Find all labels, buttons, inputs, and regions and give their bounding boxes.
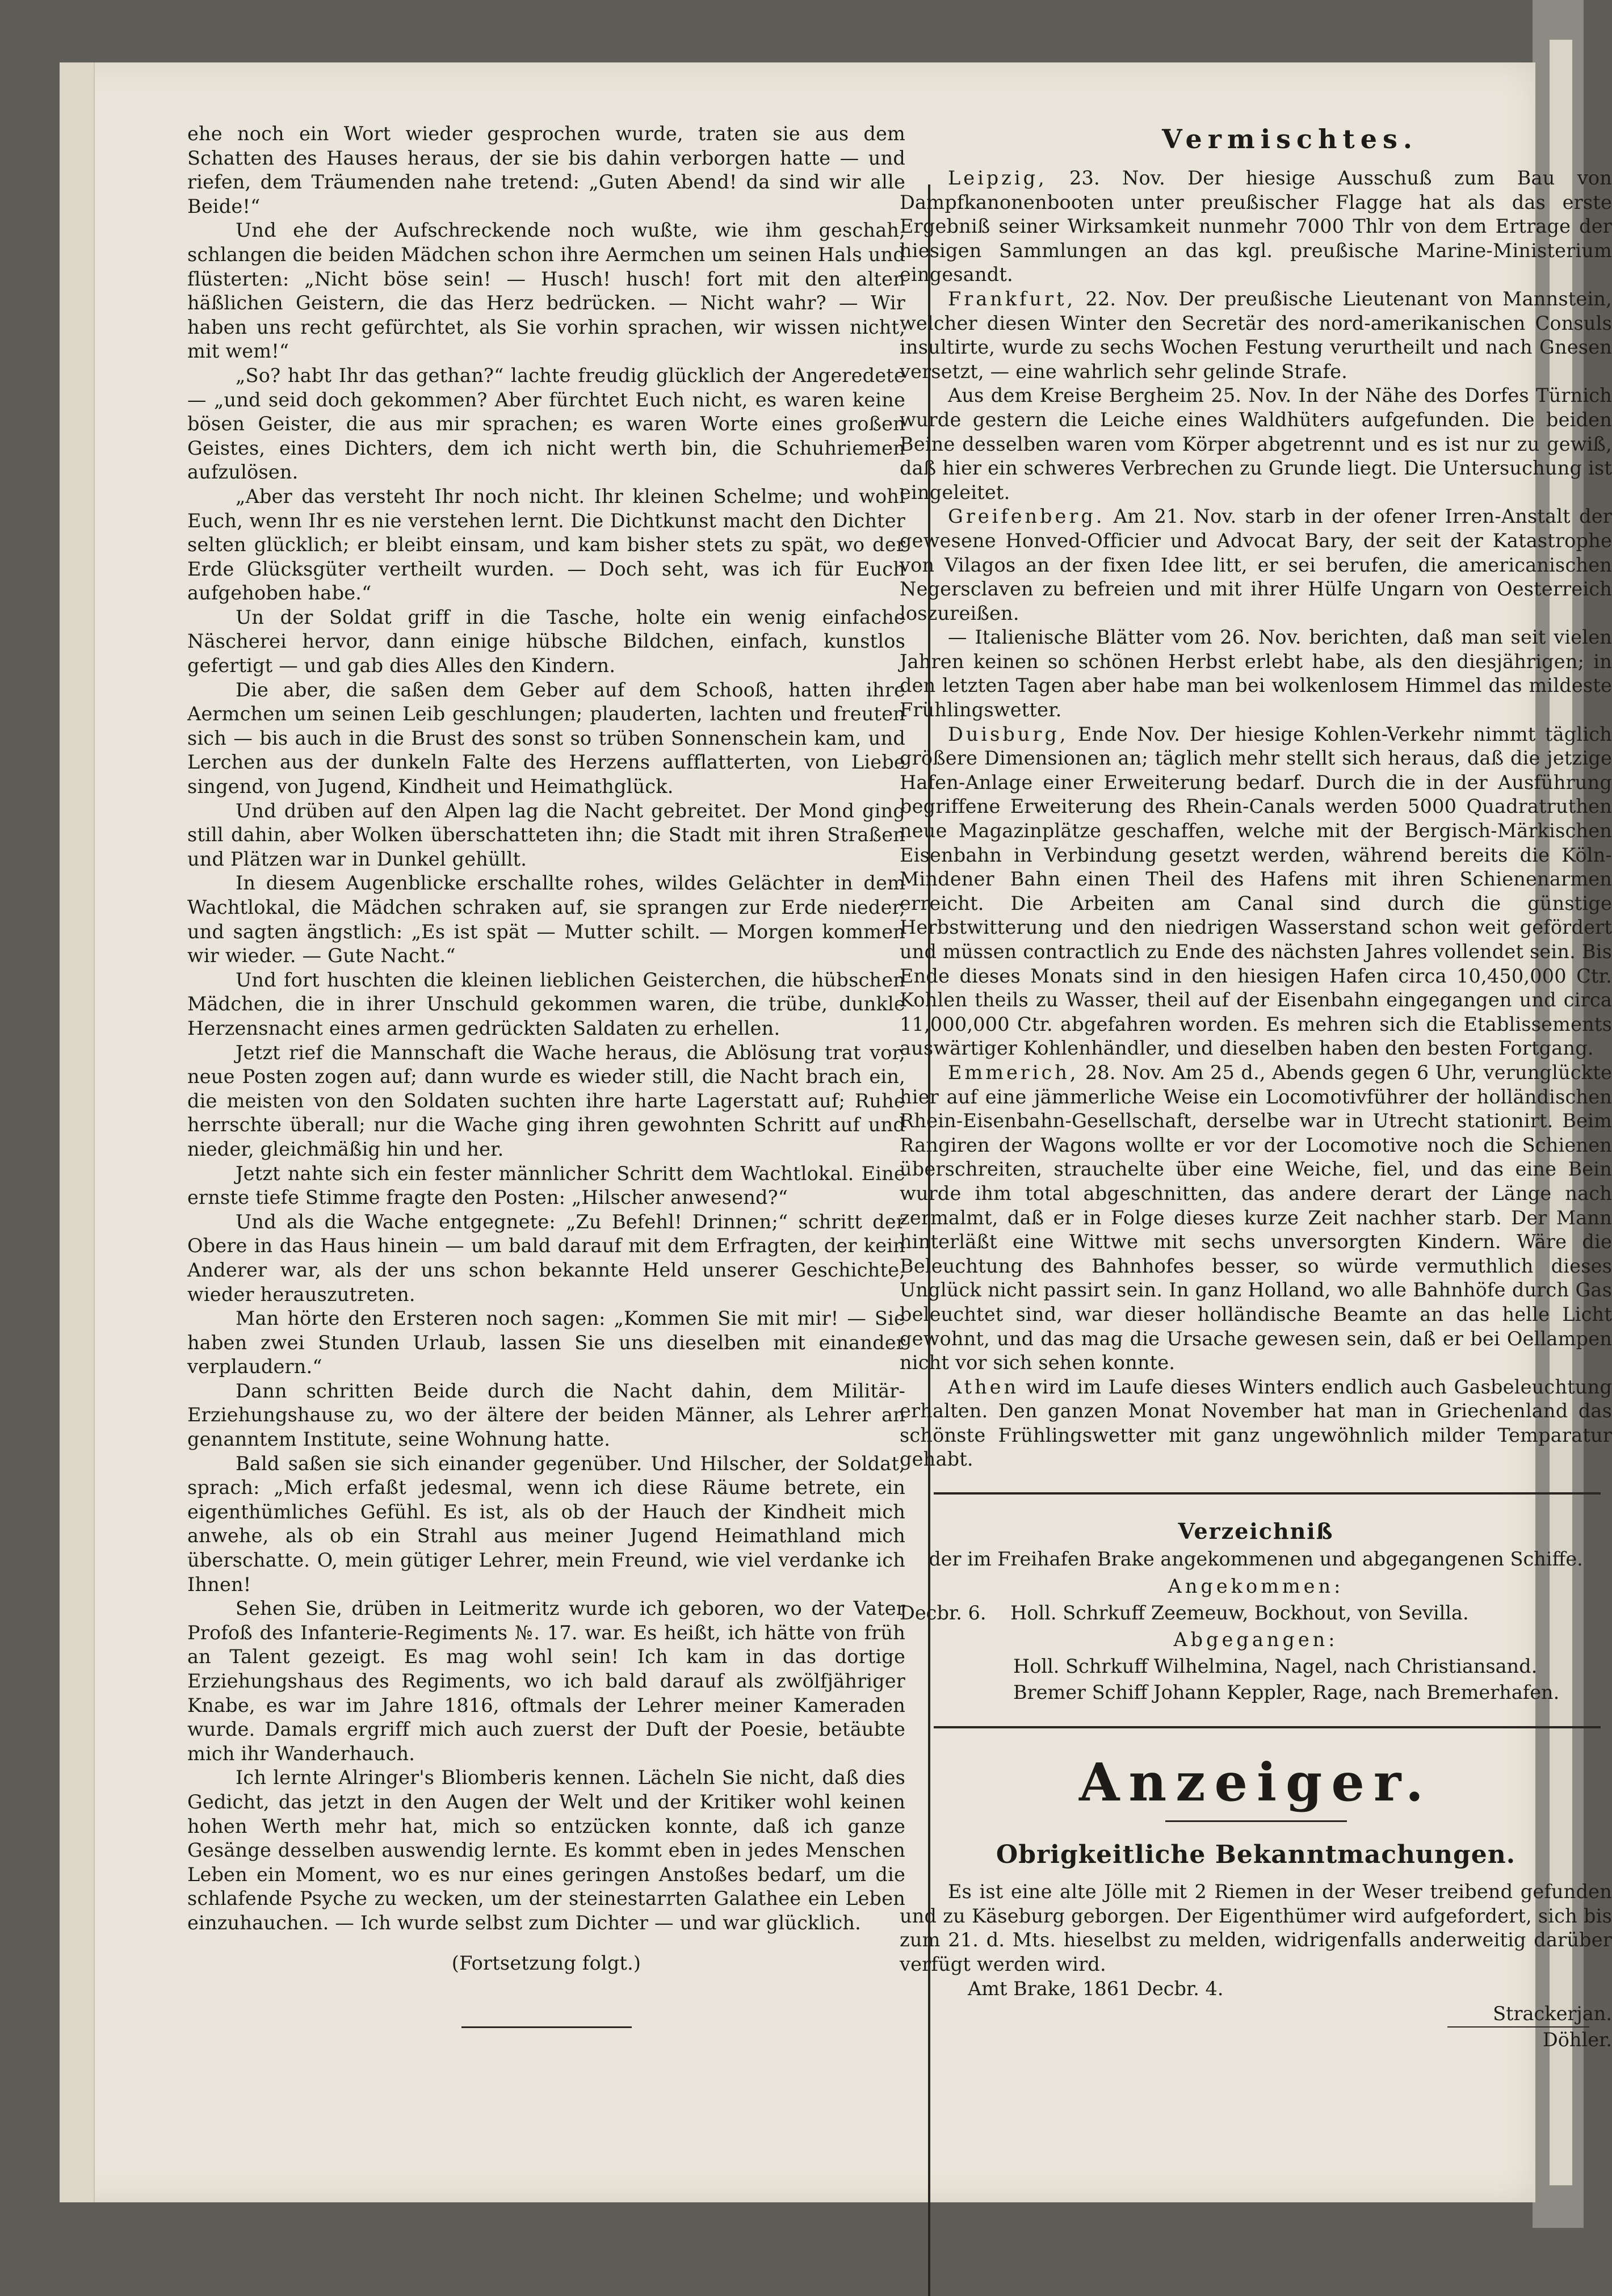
news-place: Greifenberg. — [948, 505, 1105, 528]
story-paragraph: Bald saßen sie sich einander gegenüber. Und Hilscher, der Soldat, sprach: „Mich erfaßt jedesmal, wenn ich diese Räume betrete, ein eigenthümliches Gefühl. Es ist, als ob der Hauch der Kindheit mich anwehe, als ob ein Strahl aus meiner Jugend Heimathland mich überschatte. O, mein gütiger Lehrer, mein Freund, wie viel verdanke ich Ihnen! — [187, 1452, 905, 1596]
departed-ship-entry: Holl. Schrkuff Wilhelmina, Nagel, nach Christiansand. — [1013, 1655, 1538, 1678]
heading-underline — [1165, 1820, 1347, 1822]
news-item — [900, 626, 1612, 722]
story-paragraph: „Aber das versteht Ihr noch nicht. Ihr kleinen Schelme; und wohl Euch, wenn Ihr es nie verstehen lernt. Die Dichtkunst macht den Dichter selten glücklich; er bleibt einsam, und kam bisher stets zu spät, wo der Erde Glücksgüter vertheilt wurden. — Doch seht, was ich für Euch aufgehoben habe.“ — [187, 485, 905, 605]
story-paragraph: In diesem Augenblicke erschallte rohes, wildes Gelächter in dem Wachtlokal, die Mädchen schraken auf, sie sprangen zur Erde nieder, und sagten ängstlich: „Es ist spät — Mutter schilt. — Morgen kommen wir wieder. — Gute Nacht.“ — [187, 872, 905, 967]
page-binding-margin — [60, 62, 95, 2202]
news-text: Am 21. Nov. starb in der ofener Irren-Anstalt der gewesene Honved-Officier und Advocat Bary, der seit der Katastrophe von Vilagos an der fixen Idee litt, er sei berufen, die americanischen Negersclaven zu befreien und mit ihrer Hülfe Ungarn von Oesterreich loszureißen. — [900, 505, 1612, 624]
story-paragraph: Die aber, die saßen dem Geber auf dem Schooß, hatten ihre Aermchen um seinen Leib geschlungen; plauderten, lachten und freuten sich — bis auch in die Brust des sonst so trüben Sonnenschein kam, und Lerchen aus der dunkeln Falte des Herzens aufflatterten, von Liebe singend, von Jugend, Kindheit und Heimathglück. — [187, 678, 905, 798]
story-paragraph: Jetzt rief die Mannschaft die Wache heraus, die Ablösung trat vor, neue Posten zogen auf; dann wurde es wieder still, die Nacht brach ein, die meisten von den Soldaten suchten ihre harte Lagerstatt auf; Ruhe herrschte überall; nur die Wache ging ihren gewohnten Schritt auf und nieder, gleichmäßig hin und her. — [187, 1041, 905, 1160]
section-divider — [934, 1726, 1601, 1728]
story-paragraph: ehe noch ein Wort wieder gesprochen wurde, traten sie aus dem Schatten des Hauses heraus, der sie bis dahin verborgen hatte — und riefen, dem Träumenden nahe tretend: „Guten Abend! da sind wir alle Beide!“ — [187, 123, 905, 217]
story-paragraph: Und ehe der Aufschreckende noch wußte, wie ihm geschah, schlangen die beiden Mädchen schon ihre Aermchen um seinen Hals und flüsterten: „Nicht böse sein! — Husch! husch! fort mit den alten häßlichen Geistern, die das Herz bedrücken. — Nicht wahr? — Wir haben uns recht gefürchtet, als Sie vorhin sprachen, wir wissen nicht, mit wem!“ — [187, 219, 905, 363]
newspaper-page — [60, 62, 1612, 2202]
story-paragraph: Und drüben auf den Alpen lag die Nacht gebreitet. Der Mond ging still dahin, aber Wolken überschatteten ihn; die Stadt mit ihren Straßen und Plätzen war in Dunkel gehüllt. — [187, 799, 905, 870]
register-subtitle: der im Freihafen Brake angekommenen und abgegangenen Schiffe. — [929, 1548, 1583, 1571]
news-item — [900, 1375, 1612, 1472]
news-place: Frankfurt, — [948, 287, 1076, 310]
signature-doehler: Döhler. — [1542, 2029, 1612, 2051]
left-column — [187, 122, 905, 2028]
news-text: Aus dem Kreise Bergheim 25. Nov. In der Nähe des Dorfes Türnich wurde gestern die Leiche eines Waldhüters aufgefunden. Die beiden Beine desselben waren vom Körper abgetrennt und es ist nur zu gewiß, daß hier ein schweres Verbrechen zu Grunde liegt. Die Untersuchung ist eingeleitet. — [900, 384, 1612, 503]
news-item — [900, 166, 1612, 287]
story-paragraph: Dann schritten Beide durch die Nacht dahin, dem Militär-Erziehungshause zu, wo der ältere der beiden Männer, als Lehrer an genanntem Institute, seine Wohnung hatte. — [187, 1379, 905, 1451]
arrival-ship: Holl. Schrkuff Zeemeuw, Bockhout, von Sevilla. — [1010, 1602, 1469, 1625]
departed-caption: Abgegangen: — [1173, 1628, 1338, 1651]
advertiser-heading: Anzeiger. — [1079, 1752, 1433, 1814]
signature-strackerjan: Strackerjan. — [1493, 2003, 1612, 2025]
story-paragraph: Ich lernte Alringer's Bliomberis kennen. Lächeln Sie nicht, daß dies Gedicht, das jetzt in den Augen der Welt und der Kritiker wohl keinen hohen Werth mehr hat, mich so entzücken konnte, daß ich ganze Gesänge desselben auswendig lernte. Es kommt eben in jedes Menschen Leben ein Moment, wo es nur eines geringen Anstoßes bedarf, um die schlafende Psyche zu wecken, um der steinestarrten Galathee ein Leben einzuhauchen. — Ich wurde selbst zum Dichter — und war glücklich. — [187, 1766, 905, 1934]
notice-place-date-text: Amt Brake, 1861 Decbr. 4. — [968, 1978, 1224, 2000]
right-column — [900, 122, 1612, 2052]
story-paragraph: Jetzt nahte sich ein fester männlicher Schritt dem Wachtlokal. Eine ernste tiefe Stimme fragte den Posten: „Hilscher anwesend?“ — [187, 1162, 905, 1209]
news-place: Duisburg, — [948, 723, 1069, 745]
news-text: 28. Nov. Am 25 d., Abends gegen 6 Uhr, verunglückte hier auf eine jämmerliche Weise ein Locomotivführer der holländischen Rhein-Eisenbahn-Gesellschaft, derselbe war in Utrecht stationirt. Beim Rangiren der Wagons wollte er vor der Locomotive noch die Schienen überschreiten, strauchelte über eine Weiche, fiel, und das eine Bein wurde ihm total abgeschnitten, das andere derart der Länge nach zermalmt, daß er in Folge dieses kurze Zeit nachher starb. Der Mann hinterläßt eine Wittwe mit sechs unversorgten Kindern. Wäre die Beleuchtung des Bahnhofes besser, so würde vermuthlich dieses Unglück nicht passirt sein. In ganz Holland, wo alle Bahnhöfe durch Gas beleuchtet sind, war dieser holländische Beamte an das helle Licht gewohnt, und das mag die Ursache gewesen sein, daß er bei Oellampen nicht vor sich sehen konnte. — [900, 1061, 1612, 1374]
news-item — [900, 1061, 1612, 1375]
news-place: Athen — [948, 1375, 1019, 1398]
register-title: Verzeichniß — [1178, 1518, 1334, 1544]
news-item — [900, 723, 1612, 1061]
story-paragraph: Und fort huschten die kleinen lieblichen Geisterchen, die hübschen Mädchen, die in ihrer Unschuld gekommen waren, die trübe, dunkle Herzensnacht eines armen gedrückten Saldaten zu erhellen. — [187, 968, 905, 1039]
news-text: Ende Nov. Der hiesige Kohlen-Verkehr nimmt täglich größere Dimensionen an; täglich mehr stellt sich heraus, daß die jetzige Hafen-Anlage einer Erweiterung bedarf. Durch die in der Ausführung begriffene Erweiterung des Rhein-Canals werden 5000 Quadratruthen neue Magazinplätze geschaffen, welche mit der Bergisch-Märkischen Eisenbahn in Verbindung gesetzt werden, während bereits die Köln-Mindener Bahn einen Theil des Hafens mit ihren Schienenarmen erreicht. Die Arbeiten am Canal sind durch die günstige Herbstwitterung und den niedrigen Wasserstand schon weit gefördert und müssen contractlich zu Ende des nächsten Jahres vollendet sein. Bis Ende dieses Monats sind in den hiesigen Hafen circa 10,450,000 Ctr. Kohlen theils zu Wasser, theil auf der Eisenbahn eingegangen und circa 11,000,000 Ctr. abgefahren worden. Es mehren sich die Etablissements auswärtiger Kohlenhändler, und dieselben haben den besten Fortgang. — [900, 723, 1612, 1060]
arrived-ship-entry — [900, 1600, 1612, 1626]
story-paragraph: „So? habt Ihr das gethan?“ lachte freudig glücklich der Angeredete — „und seid doch gekommen? Aber fürchtet Euch nicht, es waren keine bösen Geister, die aus mir sprachen; es waren Worte eines großen Geistes, eines Dichters, dem ich nicht werth bin, die Schuhriemen aufzulösen. — [187, 364, 905, 484]
end-rule — [461, 2026, 632, 2028]
news-item — [900, 287, 1612, 384]
to-be-continued-note: (Fortsetzung folgt.) — [451, 1951, 641, 1974]
official-notice: Es ist eine alte Jölle mit 2 Riemen in der Weser treibend gefunden und zu Käseburg geborgen. Der Eigenthümer wird aufgefordert, sich bis zum 21. d. Mts. hieselbst zu melden, widrigenfalls anderweitig darüber verfügt werden wird. — [900, 1881, 1612, 1975]
news-place: Emmerich, — [948, 1061, 1079, 1084]
story-paragraph: Sehen Sie, drüben in Leitmeritz wurde ich geboren, wo der Vater Profoß des Infanterie-Regiments №. 17. war. Es heißt, ich hätte von früh an Talent gezeigt. Es mag wohl sein! Ich kam in das dortige Erziehungshaus des Regiments, wo ich bald darauf als zwölfjähriger Knabe, es war im Jahre 1816, oftmals der Lehrer meiner Kameraden wurde. Damals ergriff mich auch zuerst der Duft der Poesie, betäubte mich ihr Wanderhauch. — [187, 1597, 905, 1765]
news-text: — Italienische Blätter vom 26. Nov. berichten, daß man seit vielen Jahren keinen so schönen Herbst erlebt habe, als den diesjährigen; in den letzten Tagen aber habe man bei wolkenlosem Himmel das mildeste Frühlingswetter. — [900, 626, 1612, 721]
story-paragraph: Man hörte den Ersteren noch sagen: „Kommen Sie mit mir! — Sie haben zwei Stunden Urlaub, lassen Sie uns dieselben mit einander verplaudern.“ — [187, 1307, 905, 1378]
arrived-caption: Angekommen: — [1168, 1575, 1344, 1598]
news-item — [900, 505, 1612, 626]
section-heading-miscellaneous: Vermischtes. — [1162, 124, 1418, 154]
arrival-date: Decbr. 6. — [900, 1602, 986, 1625]
notice-place-date — [900, 1976, 1612, 2001]
news-place: Leipzig, — [948, 167, 1047, 189]
departed-ship-entry: Bremer Schiff Johann Keppler, Rage, nach Bremerhafen. — [1013, 1681, 1560, 1704]
story-paragraph: Un der Soldat griff in die Tasche, holte ein wenig einfache Näscherei hervor, dann einige hübsche Bildchen, einfach, kunstlos gefertigt — und gab dies Alles den Kindern. — [187, 606, 905, 677]
news-text: wird im Laufe dieses Winters endlich auch Gasbeleuchtung erhalten. Den ganzen Monat November hat man in Griechenland das schönste Frühlingswetter mit ganz ungewöhnlich milder Temparatur gehabt. — [900, 1375, 1612, 1471]
news-item — [900, 384, 1612, 505]
story-paragraph: Und als die Wache entgegnete: „Zu Befehl! Drinnen;“ schritt der Obere in das Haus hinein — um bald darauf mit dem Erfragten, der kein Anderer war, als der uns schon bekannte Held unserer Geschichte, wieder herauszutreten. — [187, 1210, 905, 1306]
section-divider — [934, 1492, 1601, 1495]
official-notices-heading: Obrigkeitliche Bekanntmachungen. — [996, 1840, 1516, 1870]
news-text: 23. Nov. Der hiesige Ausschuß zum Bau von Dampfkanonenbooten unter preußischer Flagge hat als das erste Ergebniß seiner Wirksamkeit nunmehr 7000 Thlr von dem Ertrage der hiesigen Sammlungen an das kgl. preußische Marine-Ministerium eingesandt. — [900, 167, 1612, 286]
news-text: 22. Nov. Der preußische Lieutenant von Mannstein, welcher diesen Winter den Secretär des nord-amerikanischen Consuls insultirte, wurde zu sechs Wochen Festung verurtheilt und nach Gnesen versetzt, — eine wahrlich sehr gelinde Strafe. — [900, 287, 1612, 383]
